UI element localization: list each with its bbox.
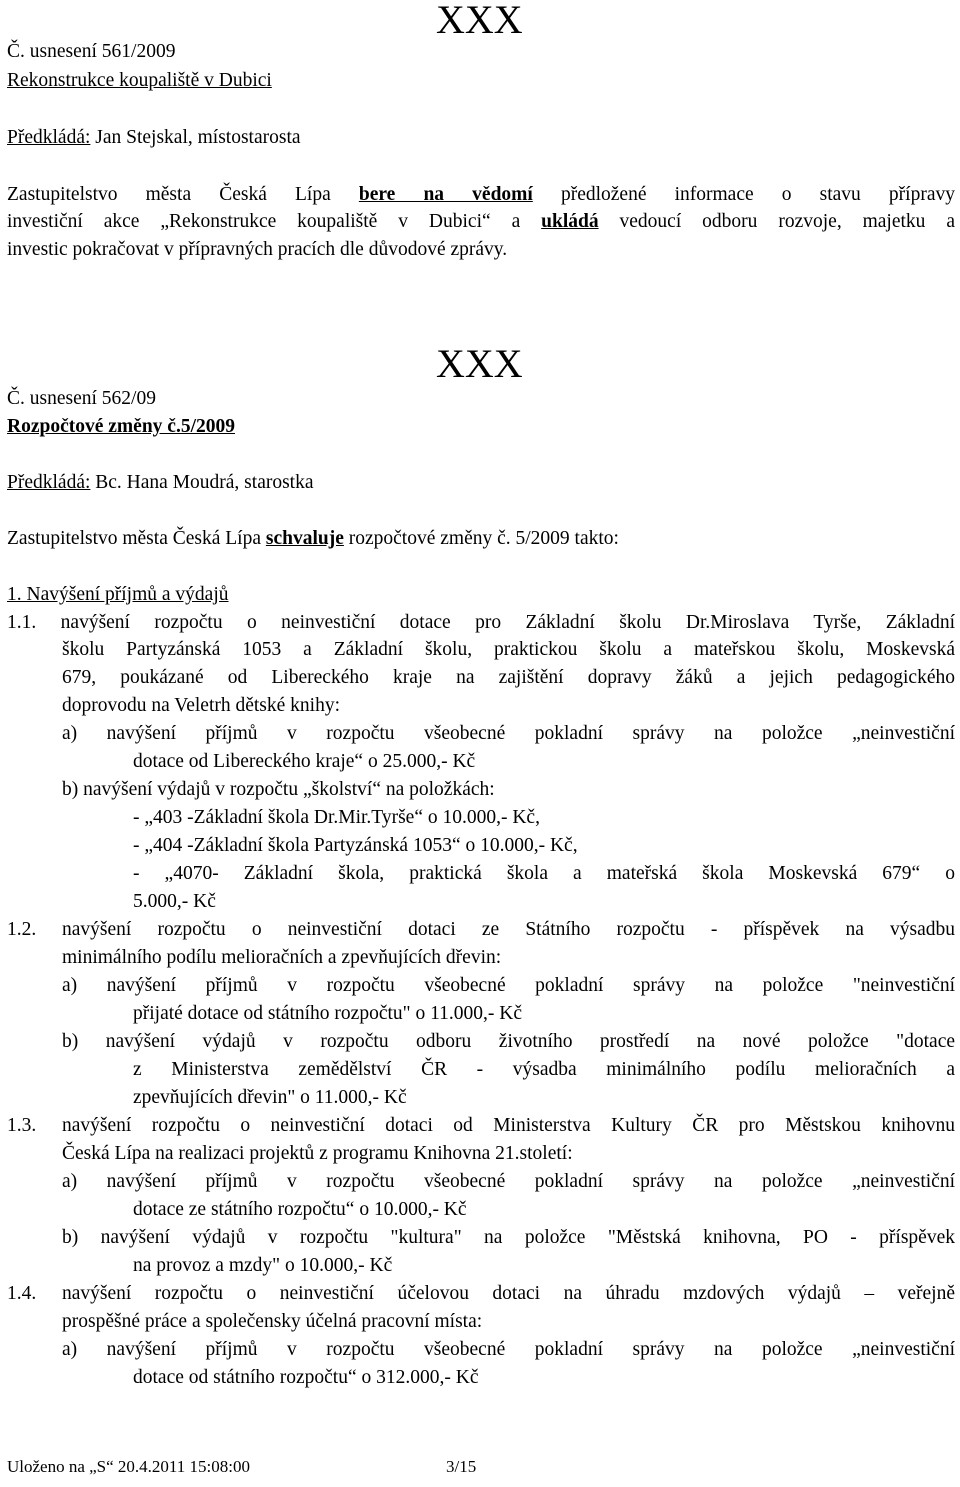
item-line: doprovodu na Veletrh dětské knihy: xyxy=(62,695,341,716)
subitem-line: zpevňujících dřevin" o 11.000,- Kč xyxy=(133,1087,407,1108)
subitem-line: a) navýšení příjmů v rozpočtu všeobecné pokladní správy na položce „neinvestiční xyxy=(62,1339,955,1360)
item-line: školu Partyzánská 1053 a Základní školu, praktickou školu a mateřskou školu, Moskevská xyxy=(62,639,955,660)
subitem-line: - „403 -Základní škola Dr.Mir.Tyrše“ o 10.000,- Kč, xyxy=(133,807,540,828)
body-line: Zastupitelstvo města Česká Lípa bere na vědomí předložené informace o stavu přípravy xyxy=(7,184,955,205)
item-line: Česká Lípa na realizaci projektů z programu Knihovna 21.století: xyxy=(62,1143,573,1164)
subitem-line: - „404 -Základní škola Partyzánská 1053“ o 10.000,- Kč, xyxy=(133,835,578,856)
resolution-title-2: Rozpočtové změny č.5/2009 xyxy=(7,416,235,437)
item-number: 1.3. xyxy=(7,1115,37,1136)
item-line: 1.1. navýšení rozpočtu o neinvestiční dotace pro Základní školu Dr.Miroslava Tyrše, Základní xyxy=(7,612,955,633)
subitem-line: dotace od Libereckého kraje“ o 25.000,- Kč xyxy=(133,751,476,772)
subitem-line: a) navýšení příjmů v rozpočtu všeobecné pokladní správy na položce "neinvestiční xyxy=(62,975,955,996)
resolution-title-1: Rekonstrukce koupaliště v Dubici xyxy=(7,70,272,91)
presenter-name: Bc. Hana Moudrá, starostka xyxy=(95,472,314,493)
subitem-line: - „4070- Základní škola, praktická škola a mateřská škola Moskevská 679“ o xyxy=(133,863,955,884)
item-line: navýšení rozpočtu o neinvestiční dotaci ze Státního rozpočtu - příspěvek na výsadbu xyxy=(62,919,955,940)
subitem-line: z Ministerstva zemědělství ČR - výsadba minimálního podílu melioračních a xyxy=(133,1059,955,1080)
presenter-line-2 xyxy=(7,469,314,496)
subitem-line: dotace od státního rozpočtu“ o 312.000,- Kč xyxy=(133,1367,479,1388)
item-line: navýšení rozpočtu o neinvestiční dotaci od Ministerstva Kultury ČR pro Městskou knihovnu xyxy=(62,1115,955,1136)
presenter-label: Předkládá: xyxy=(7,127,91,148)
subitem-line: a) navýšení příjmů v rozpočtu všeobecné pokladní správy na položce „neinvestiční xyxy=(62,1171,955,1192)
subitem-line: a) navýšení příjmů v rozpočtu všeobecné pokladní správy na položce „neinvestiční xyxy=(62,723,955,744)
item-number: 1.4. xyxy=(7,1283,37,1304)
item-line: 679, poukázané od Libereckého kraje na zajištění dopravy žáků a jejich pedagogického xyxy=(62,667,955,688)
resolution-mark-2: XXX xyxy=(436,341,523,386)
presenter-name: Jan Stejskal, místostarosta xyxy=(95,127,301,148)
item-number: 1.2. xyxy=(7,919,37,940)
subitem-line: b) navýšení výdajů v rozpočtu "kultura" na položce "Městská knihovna, PO - příspěvek xyxy=(62,1227,955,1248)
body-line: investic pokračovat v přípravných pracích dle důvodové zprávy. xyxy=(7,239,508,260)
subitem-line: dotace ze státního rozpočtu“ o 10.000,- Kč xyxy=(133,1199,467,1220)
presenter-line-1 xyxy=(7,124,301,151)
footer-saved-info: Uloženo na „S“ 20.4.2011 15:08:00 xyxy=(7,1457,250,1476)
subitem-line: b) navýšení výdajů v rozpočtu „školství“ na položkách: xyxy=(62,779,495,800)
body-line: Zastupitelstvo města Česká Lípa schvaluje rozpočtové změny č. 5/2009 takto: xyxy=(7,528,619,549)
subitem-line: na provoz a mzdy" o 10.000,- Kč xyxy=(133,1255,393,1276)
section-heading: 1. Navýšení příjmů a výdajů xyxy=(7,584,229,605)
subitem-line: 5.000,- Kč xyxy=(133,891,216,912)
presenter-label: Předkládá: xyxy=(7,472,91,493)
resolution-number-2: Č. usnesení 562/09 xyxy=(7,388,156,409)
item-line: navýšení rozpočtu o neinvestiční účelovou dotaci na úhradu mzdových výdajů – veřejně xyxy=(62,1283,955,1304)
item-line: prospěšné práce a společensky účelná pracovní místa: xyxy=(62,1311,483,1332)
resolution-mark-1: XXX xyxy=(436,0,523,42)
body-line: investiční akce „Rekonstrukce koupaliště v Dubici“ a ukládá vedoucí odboru rozvoje, majetku a xyxy=(7,211,955,232)
item-line: minimálního podílu melioračních a zpevňujících dřevin: xyxy=(62,947,502,968)
subitem-line: přijaté dotace od státního rozpočtu" o 11.000,- Kč xyxy=(133,1003,523,1024)
subitem-line: b) navýšení výdajů v rozpočtu odboru životního prostředí na nové položce "dotace xyxy=(62,1031,955,1052)
resolution-number-1: Č. usnesení 561/2009 xyxy=(7,41,176,62)
page-number: 3/15 xyxy=(446,1457,477,1476)
